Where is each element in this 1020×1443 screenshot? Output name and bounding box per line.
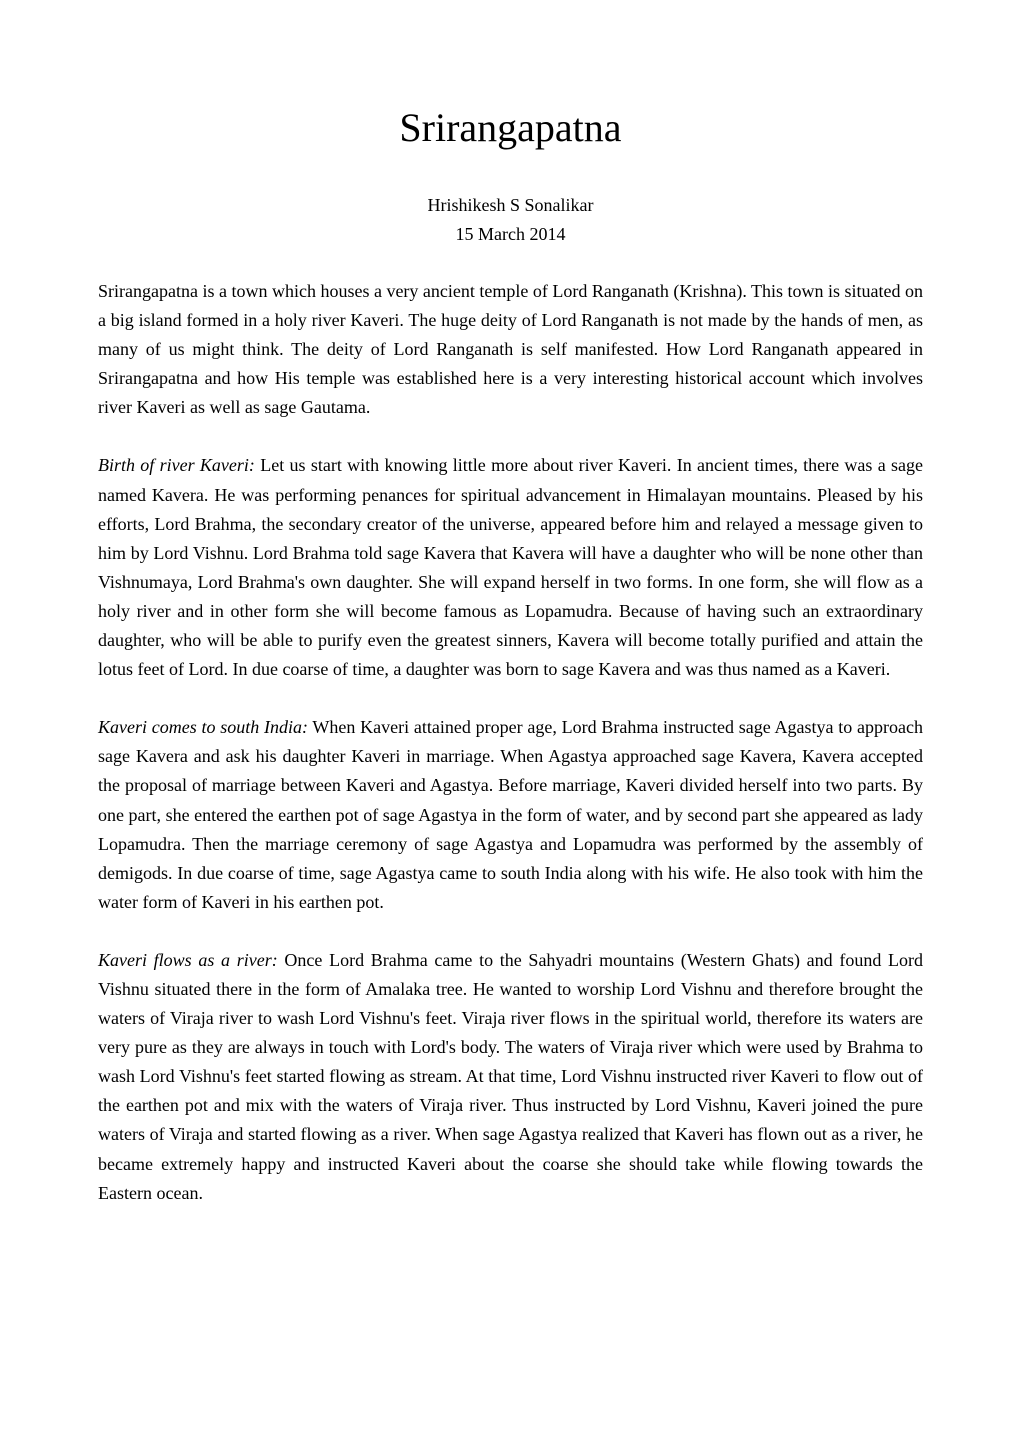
section-lead-heading: Kaveri flows as a river:: [98, 949, 278, 970]
document-title: Srirangapatna: [399, 105, 622, 150]
paragraph-intro: [98, 277, 923, 422]
paragraph-text: Let us start with knowing little more about river Kaveri. In ancient times, there was a sage named Kavera. He was performing penances for spiritual advancement in Himalayan mountains. Pleased by his efforts, Lord Brahma, the secondary creator of the universe, appeared before him and relayed a message given to him by Lord Vishnu. Lord Brahma told sage Kavera that Kavera will have a daughter who will be none other than Vishnumaya, Lord Brahma's own daughter. She will expand herself in two forms. In one form, she will flow as a holy river and in other form she will become famous as Lopamudra. Because of having such an extraordinary daughter, who will be able to purify even the greatest sinners, Kavera will become totally purified and attain the lotus feet of Lord. In due coarse of time, a daughter was born to sage Kavera and was thus named as a Kaveri.: [98, 455, 923, 680]
paragraph-birth-of-kaveri: [98, 451, 923, 684]
paragraph-kaveri-river: [98, 946, 923, 1208]
section-lead-heading: Kaveri comes to south India:: [98, 717, 308, 738]
paragraph-kaveri-south-india: [98, 713, 923, 917]
document-body: [98, 277, 923, 1237]
paragraph-text: When Kaveri attained proper age, Lord Brahma instructed sage Agastya to approach sage Kavera and ask his daughter Kaveri in marriage. When Agastya approached sage Kavera, Kavera accepted the proposal of marriage between Kaveri and Agastya. Before marriage, Kaveri divided herself into two parts. By one part, she entered the earthen pot of sage Agastya in the form of water, and by second part she appeared as lady Lopamudra. Then the marriage ceremony of sage Agastya and Lopamudra was performed by the assembly of demigods. In due coarse of time, sage Agastya came to south India along with his wife. He also took with him the water form of Kaveri in his earthen pot.: [98, 717, 923, 912]
section-lead-heading: Birth of river Kaveri:: [98, 455, 255, 476]
document-meta: [98, 191, 923, 249]
paragraph-text: Srirangapatna is a town which houses a very ancient temple of Lord Ranganath (Krishna). This town is situated on a big island formed in a holy river Kaveri. The huge deity of Lord Ranganath is not made by the hands of men, as many of us might think. The deity of Lord Ranganath is self manifested. How Lord Ranganath appeared in Srirangapatna and how His temple was established here is a very interesting historical account which involves river Kaveri as well as sage Gautama.: [98, 281, 923, 418]
publication-date: 15 March 2014: [455, 224, 566, 244]
author-name: Hrishikesh S Sonalikar: [427, 195, 594, 215]
paragraph-text: Once Lord Brahma came to the Sahyadri mountains (Western Ghats) and found Lord Vishnu situated there in the form of Amalaka tree. He wanted to worship Lord Vishnu and therefore brought the waters of Viraja river to wash Lord Vishnu's feet. Viraja river flows in the spiritual world, therefore its waters are very pure as they are always in touch with Lord's body. The waters of Viraja river which were used by Brahma to wash Lord Vishnu's feet started flowing as stream. At that time, Lord Vishnu instructed river Kaveri to flow out of the earthen pot and mix with the waters of Viraja river. Thus instructed by Lord Vishnu, Kaveri joined the pure waters of Viraja and started flowing as a river. When sage Agastya realized that Kaveri has flown out as a river, he became extremely happy and instructed Kaveri about the coarse she should take while flowing towards the Eastern ocean.: [98, 949, 923, 1203]
